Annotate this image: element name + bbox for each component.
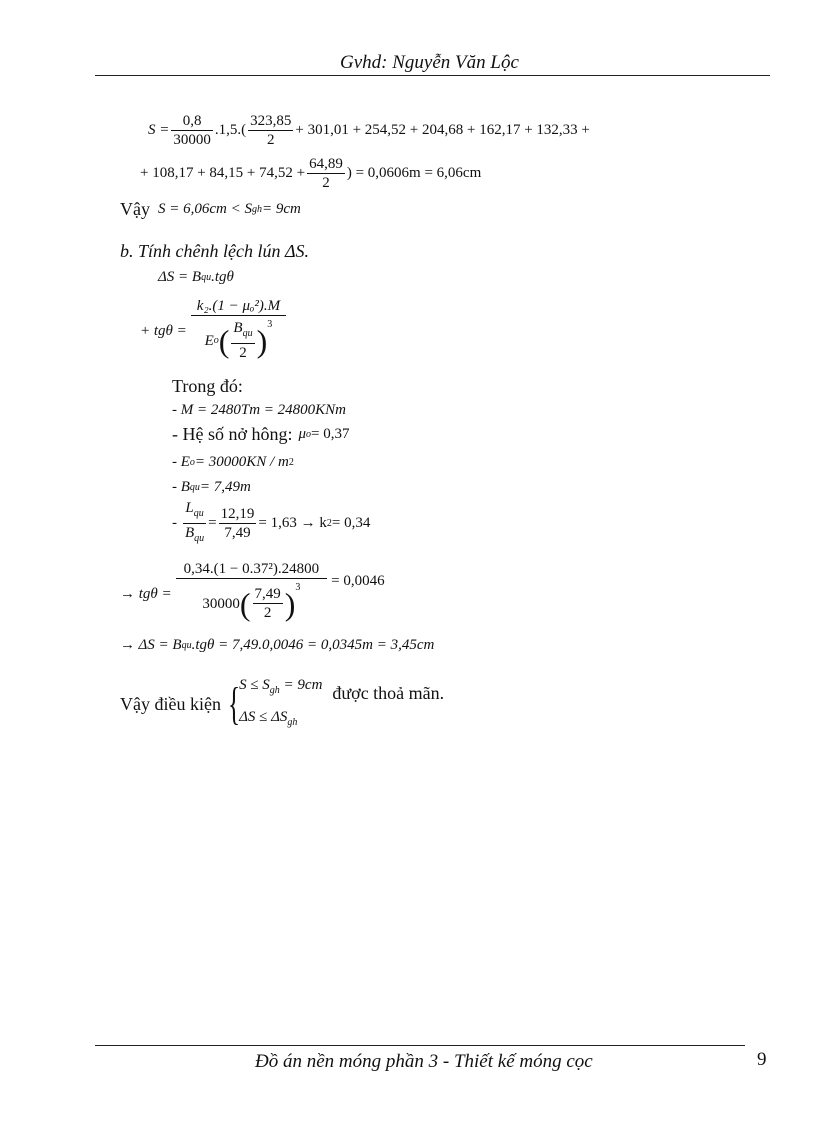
final-condition: Vậy điều kiện { $S \le S_{gh} = 9cm$ $\Delta S \le \Delta S_{gh}$ được thoả mãn.	[120, 677, 445, 729]
where-label: Trong đó:	[172, 376, 243, 396]
item-poisson: - Hệ số nở hông: μ o = 0,37	[172, 423, 350, 444]
section-b-heading: b. Tính chênh lệch lún ΔS.	[120, 241, 310, 261]
eq1-fraction-2: $\frac{323,85}{2}$	[250, 112, 292, 148]
item-width: - B qu = 7,49m	[172, 478, 251, 495]
eq1-fraction-1: $\frac{0,8}{30000}$	[173, 112, 211, 148]
footer-rule	[95, 1045, 745, 1046]
delta-calculation: → ΔS = B qu .tgθ = 7,49.0,0046 = 0,0345m = 3,45cm	[120, 636, 435, 653]
item-modulus: - E o = 30000KN / m 2	[172, 453, 294, 470]
conclusion-settlement: Vậy S = 6,06cm < S gh = 9cm	[120, 198, 301, 219]
tg-calc-fraction: 0,34.(1 − 0.37²).24800 30000 ( $\frac{7,49}{2}$ ) $^3$	[176, 560, 327, 629]
eq1-mid: .1,5.(	[214, 121, 247, 138]
eq1-tail: + 301,01 + 254,52 + 204,68 + 162,17 + 132,33 +	[295, 121, 590, 138]
item-moment: - M = 2480Tm = 24800KNm	[172, 402, 347, 418]
settlement-equation-line2	[140, 150, 481, 196]
item-ratio: - $\frac{L_{qu}}{B_{qu}}$ = $\frac{12,19}{7,49}$ = 1,63 → k 2 = 0,34	[172, 499, 371, 544]
eq2-fraction: $\frac{64,89}{2}$	[309, 155, 343, 191]
header-rule	[95, 75, 770, 76]
tg-formula: + tgθ = k₂.(1 − μₒ²).M E o ( $\frac{B_{qu}}{2}$ ) $^3$	[140, 292, 288, 370]
eq1-lhs: S =	[148, 121, 170, 138]
eq2-tail: ) = 0,0606m = 6,06cm	[346, 164, 482, 181]
settlement-equation-line1	[148, 107, 590, 153]
tg-calculation: → tgθ = 0,34.(1 − 0.37²).24800 30000 ( $\frac{7,49}{2}$ ) $^3$ = 0,0046	[120, 556, 385, 632]
brace-icon: {	[227, 678, 241, 729]
page-number: 9	[757, 1049, 767, 1070]
eq2-head: + 108,17 + 84,15 + 74,52 +	[140, 164, 306, 181]
tg-formula-fraction: k₂.(1 − μₒ²).M E o ( $\frac{B_{qu}}{2}$ ) $^3$	[191, 297, 286, 366]
delta-definition: ΔS = B qu .tgθ	[158, 268, 234, 285]
header-supervisor: Gvhd: Nguyễn Văn Lộc	[340, 52, 519, 73]
footer-title: Đồ án nền móng phần 3 - Thiết kế móng cọc	[255, 1051, 593, 1072]
